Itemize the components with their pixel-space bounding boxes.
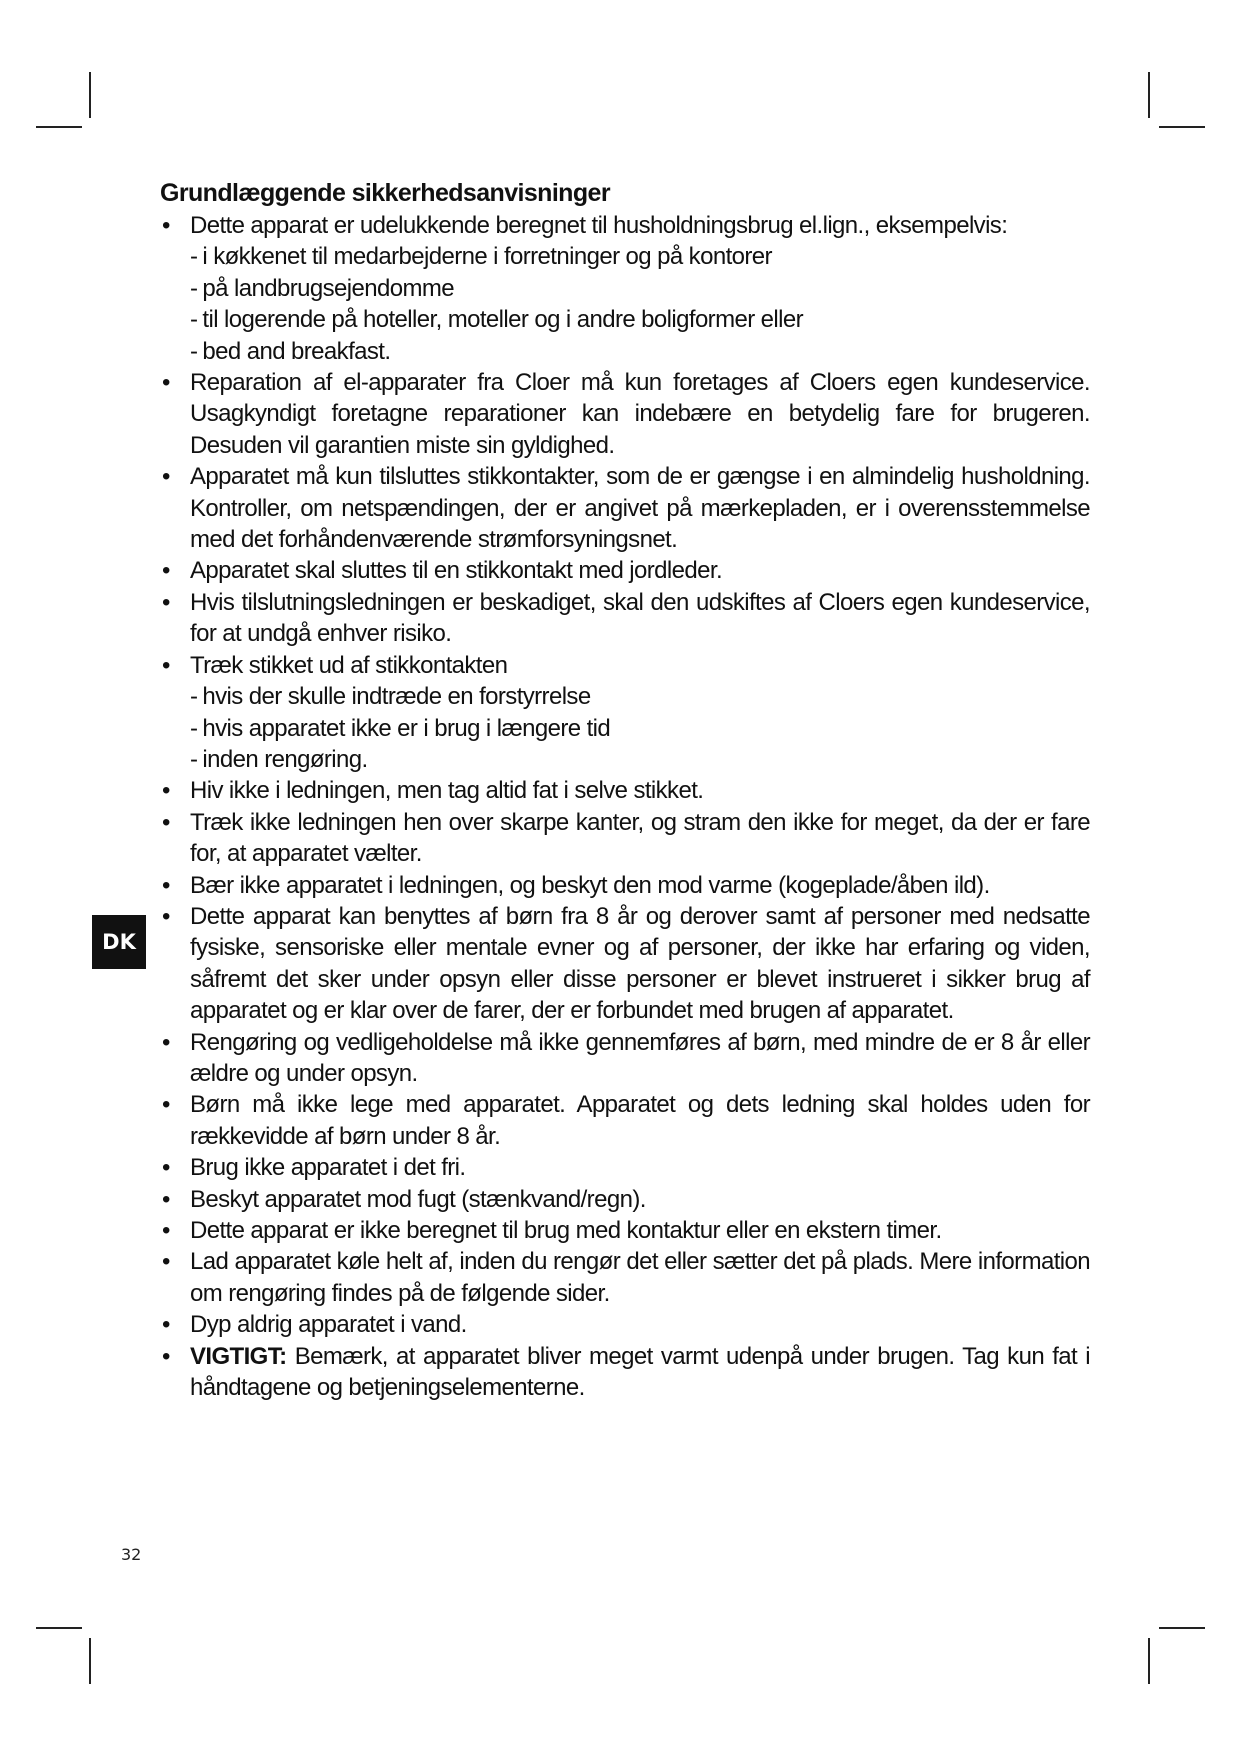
sub-list-item-text: inden rengøring. bbox=[202, 745, 368, 773]
list-item-text: Rengøring og vedligeholdelse må ikke gennemføres af børn, med mindre de er 8 år eller ældre og under opsyn. bbox=[190, 1028, 1090, 1087]
crop-mark-top-right-vertical bbox=[1148, 72, 1150, 118]
list-item-text: Brug ikke apparatet i det fri. bbox=[190, 1154, 466, 1182]
list-item-text: Apparatet må kun tilsluttes stikkontakter, som de er gængse i en almindelig husholdning. Kontroller, om netspændingen, der er angivet på mærkepladen, er i overensstemmelse med det forhåndenværende strømforsyningsnet. bbox=[190, 463, 1090, 554]
list-item bbox=[160, 1246, 1090, 1309]
list-item bbox=[160, 210, 1090, 367]
sub-list-item bbox=[190, 713, 1090, 744]
sub-list-item bbox=[190, 336, 1090, 367]
list-item-text: Beskyt apparatet mod fugt (stænkvand/regn). bbox=[190, 1185, 646, 1213]
list-item-text: Dette apparat er udelukkende beregnet til husholdningsbrug el.lign., eksempelvis: bbox=[190, 212, 1008, 239]
list-item bbox=[160, 901, 1090, 1027]
section-heading: Grundlæggende sikkerhedsanvisninger bbox=[160, 179, 610, 207]
safety-instructions-section bbox=[160, 178, 1090, 1403]
list-item-text: Dette apparat er ikke beregnet til brug med kontaktur eller en ekstern timer. bbox=[190, 1217, 942, 1244]
dash-icon: - bbox=[190, 337, 198, 365]
list-item-text: Hiv ikke i ledningen, men tag altid fat i selve stikket. bbox=[190, 777, 704, 805]
dash-icon: - bbox=[190, 274, 198, 302]
list-item bbox=[160, 807, 1090, 870]
list-item bbox=[160, 775, 1090, 806]
sub-list bbox=[190, 241, 1090, 367]
list-item bbox=[160, 1152, 1090, 1183]
list-item bbox=[160, 1309, 1090, 1340]
list-item-text bbox=[190, 1341, 1090, 1404]
crop-mark-bottom-right-vertical bbox=[1148, 1638, 1150, 1684]
page-number: 32 bbox=[121, 1545, 142, 1564]
list-item-text: Lad apparatet køle helt af, inden du rengør det eller sætter det på plads. Mere information om rengøring findes på de følgende sider. bbox=[190, 1248, 1090, 1307]
sub-list-item bbox=[190, 241, 1090, 272]
dash-icon: - bbox=[190, 306, 198, 334]
list-item bbox=[160, 555, 1090, 586]
crop-mark-top-right-horizontal bbox=[1159, 126, 1205, 128]
bullet-icon: • bbox=[162, 808, 170, 836]
sub-list-item-text: hvis apparatet ikke er i brug i længere tid bbox=[202, 714, 611, 742]
bullet-icon: • bbox=[162, 1185, 170, 1213]
list-item-text: Træk ikke ledningen hen over skarpe kanter, og stram den ikke for meget, da der er fare for, at apparatet vælter. bbox=[190, 808, 1090, 868]
crop-mark-top-left-vertical bbox=[89, 72, 91, 118]
important-text: Bemærk, at apparatet bliver meget varmt udenpå under brugen. Tag kun fat i håndtagene og betjeningselementerne. bbox=[190, 1342, 1090, 1402]
language-tab: DK bbox=[92, 915, 146, 969]
dash-icon: - bbox=[190, 714, 198, 742]
bullet-icon: • bbox=[162, 1091, 170, 1119]
bullet-icon: • bbox=[162, 1028, 170, 1056]
sub-list-item-text: bed and breakfast. bbox=[202, 337, 391, 365]
list-item-text: Bær ikke apparatet i ledningen, og beskyt den mod varme (kogeplade/åben ild). bbox=[190, 871, 990, 899]
bullet-icon: • bbox=[162, 588, 170, 616]
bullet-icon: • bbox=[162, 557, 170, 585]
bullet-icon: • bbox=[162, 463, 170, 491]
sub-list-item bbox=[190, 744, 1090, 775]
bullet-icon: • bbox=[162, 1311, 170, 1339]
bullet-icon: • bbox=[162, 1154, 170, 1182]
list-item bbox=[160, 870, 1090, 901]
list-item-text: Apparatet skal sluttes til en stikkontakt med jordleder. bbox=[190, 557, 723, 585]
bullet-icon: • bbox=[162, 212, 170, 239]
sub-list-item bbox=[190, 304, 1090, 335]
bullet-icon: • bbox=[162, 902, 170, 930]
list-item-text: Børn må ikke lege med apparatet. Apparatet og dets ledning skal holdes uden for rækkevidde af børn under 8 år. bbox=[190, 1091, 1090, 1150]
bullet-icon: • bbox=[162, 1217, 170, 1244]
sub-list-item-text: hvis der skulle indtræde en forstyrrelse bbox=[202, 683, 591, 711]
important-label: VIGTIGT: bbox=[190, 1342, 287, 1370]
list-item bbox=[160, 1215, 1090, 1246]
list-item bbox=[160, 367, 1090, 461]
bullet-icon: • bbox=[162, 1248, 170, 1276]
bullet-icon: • bbox=[162, 1342, 170, 1370]
crop-mark-bottom-left-vertical bbox=[89, 1638, 91, 1684]
crop-mark-bottom-right-horizontal bbox=[1159, 1627, 1205, 1629]
list-item bbox=[160, 1184, 1090, 1215]
bullet-icon: • bbox=[162, 651, 170, 679]
sub-list bbox=[190, 681, 1090, 775]
list-item bbox=[160, 1089, 1090, 1152]
list-item-text: Dette apparat kan benyttes af børn fra 8 år og derover samt af personer med nedsatte fysiske, sensoriske eller mentale evner og af personer, der ikke har erfaring og viden, såfremt det sker under opsyn eller disse personer er blevet instrueret i sikker brug af apparatet og er klar over de farer, der er forbundet med brugen af apparatet. bbox=[190, 902, 1090, 1025]
sub-list-item-text: i køkkenet til medarbejderne i forretninger og på kontorer bbox=[202, 243, 772, 271]
list-item bbox=[160, 461, 1090, 555]
sub-list-item-text: på landbrugsejendomme bbox=[202, 274, 454, 302]
list-item-text: Hvis tilslutningsledningen er beskadiget, skal den udskiftes af Cloers egen kundeservice, for at undgå enhver risiko. bbox=[190, 588, 1090, 648]
list-item bbox=[160, 1341, 1090, 1404]
list-item-text: Træk stikket ud af stikkontakten bbox=[190, 651, 508, 679]
sub-list-item bbox=[190, 681, 1090, 712]
bullet-icon: • bbox=[162, 871, 170, 899]
bullet-icon: • bbox=[162, 777, 170, 805]
list-item-text: Dyp aldrig apparatet i vand. bbox=[190, 1311, 467, 1339]
list-item bbox=[160, 1027, 1090, 1090]
bullet-icon: • bbox=[162, 369, 170, 397]
list-item bbox=[160, 650, 1090, 776]
list-item bbox=[160, 587, 1090, 650]
dash-icon: - bbox=[190, 745, 198, 773]
dash-icon: - bbox=[190, 683, 198, 711]
crop-mark-top-left-horizontal bbox=[36, 126, 82, 128]
sub-list-item bbox=[190, 273, 1090, 304]
crop-mark-bottom-left-horizontal bbox=[36, 1627, 82, 1629]
instruction-list bbox=[160, 210, 1090, 1403]
sub-list-item-text: til logerende på hoteller, moteller og i andre boligformer eller bbox=[202, 306, 804, 334]
list-item-text: Reparation af el-apparater fra Cloer må kun foretages af Cloers egen kundeservice. Usagkyndigt foretagne reparationer kan indebære en betydelig fare for brugeren. Desuden vil garantien miste sin gyldighed. bbox=[190, 369, 1090, 459]
dash-icon: - bbox=[190, 243, 198, 271]
